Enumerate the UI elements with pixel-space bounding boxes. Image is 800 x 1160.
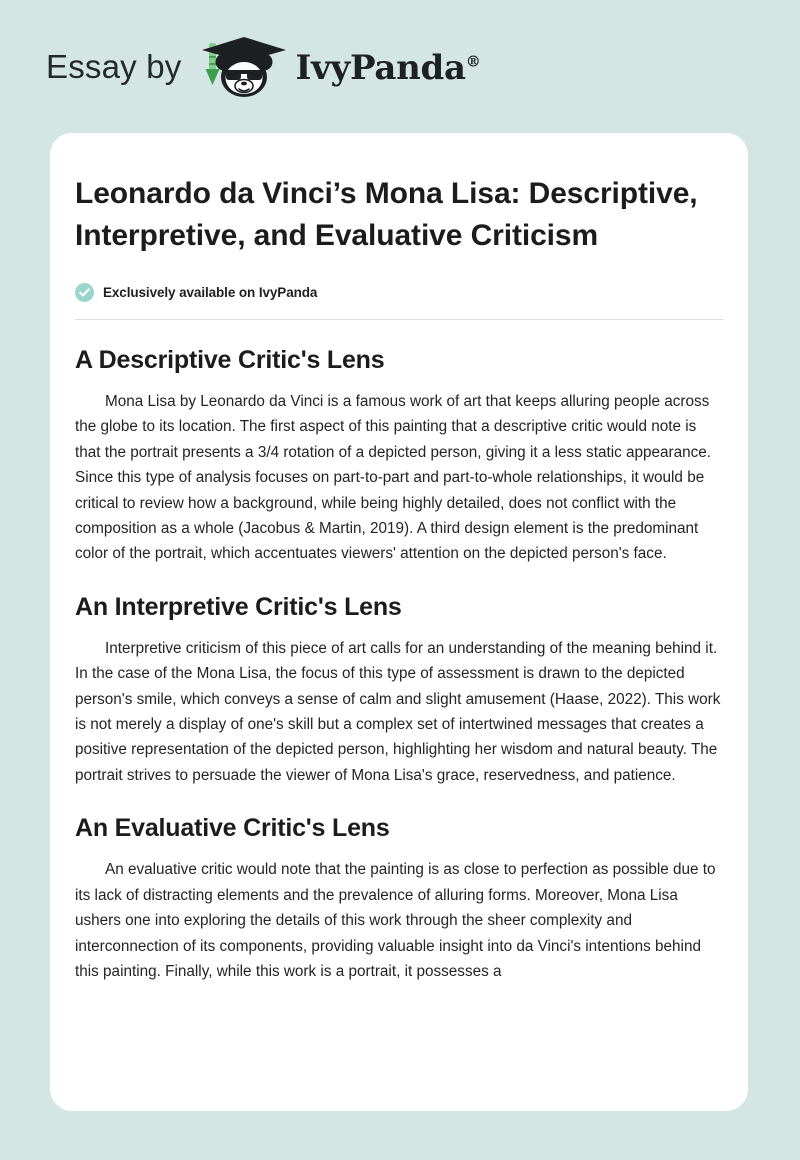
section-heading-descriptive: A Descriptive Critic's Lens — [75, 346, 385, 374]
check-circle-icon — [75, 283, 94, 302]
section-heading-interpretive: An Interpretive Critic's Lens — [75, 592, 402, 621]
exclusive-badge-label: Exclusively available on IvyPanda — [103, 285, 318, 300]
header-divider — [75, 319, 723, 320]
page-title: Leonardo da Vinci’s Mona Lisa: Descriptive, Interpretive, and Evaluative Criticism — [75, 177, 698, 252]
ivypanda-wordmark[interactable] — [295, 47, 481, 88]
section-heading-evaluative: An Evaluative Critic's Lens — [75, 814, 390, 843]
section-body-interpretive: Interpretive criticism of this piece of art calls for an understanding of the meaning behind it. In the case of the Mona Lisa, the focus of this type of assessment is drawn to the depicted person's smile, which conveys a sense of calm and slight amusement (Haase, 2022). This work is not merely a display of one's skill but a complex set of intertwined messages that creates a positive representation of the depicted person, highlighting her wisdom and natural beauty. The portrait strives to persuade the viewer of Mona Lisa's grace, reservedness, and patience. — [75, 639, 721, 784]
registered-trademark-icon: ® — [465, 52, 481, 71]
brand-name-text: IvyPanda — [295, 47, 466, 88]
ivypanda-panda-graduate-logo-icon[interactable] — [196, 35, 292, 99]
essay-card — [50, 133, 748, 1111]
exclusive-availability-badge — [75, 283, 723, 302]
section-body-descriptive: Mona Lisa by Leonardo da Vinci is a famous work of art that keeps alluring people across the globe to its location. The first aspect of this painting that a descriptive critic would note is that the portrait presents a 3/4 rotation of a depicted person, giving it a less static appearance. Since this type of analysis focuses on part-to-part and part-to-whole relationships, it would be critical to review how a background, while being highly detailed, does not conflict with the composition as a whole (Jacobus & Martin, 2019). A third design element is the predominant color of the portrait, which accentuates viewers' attention on the depicted person's face. — [75, 393, 712, 563]
section-body-evaluative: An evaluative critic would note that the painting is as close to perfection as possible due to its lack of distracting elements and the prevalence of alluring forms. Moreover, Mona Lisa ushers one into exploring the details of this work through the sheer complexity and interconnection of its components, providing valuable insight into da Vinci's intentions behind this painting. Finally, while this work is a portrait, it possesses a — [75, 861, 716, 980]
site-header — [0, 0, 800, 133]
essay-by-label: Essay by — [46, 48, 182, 85]
